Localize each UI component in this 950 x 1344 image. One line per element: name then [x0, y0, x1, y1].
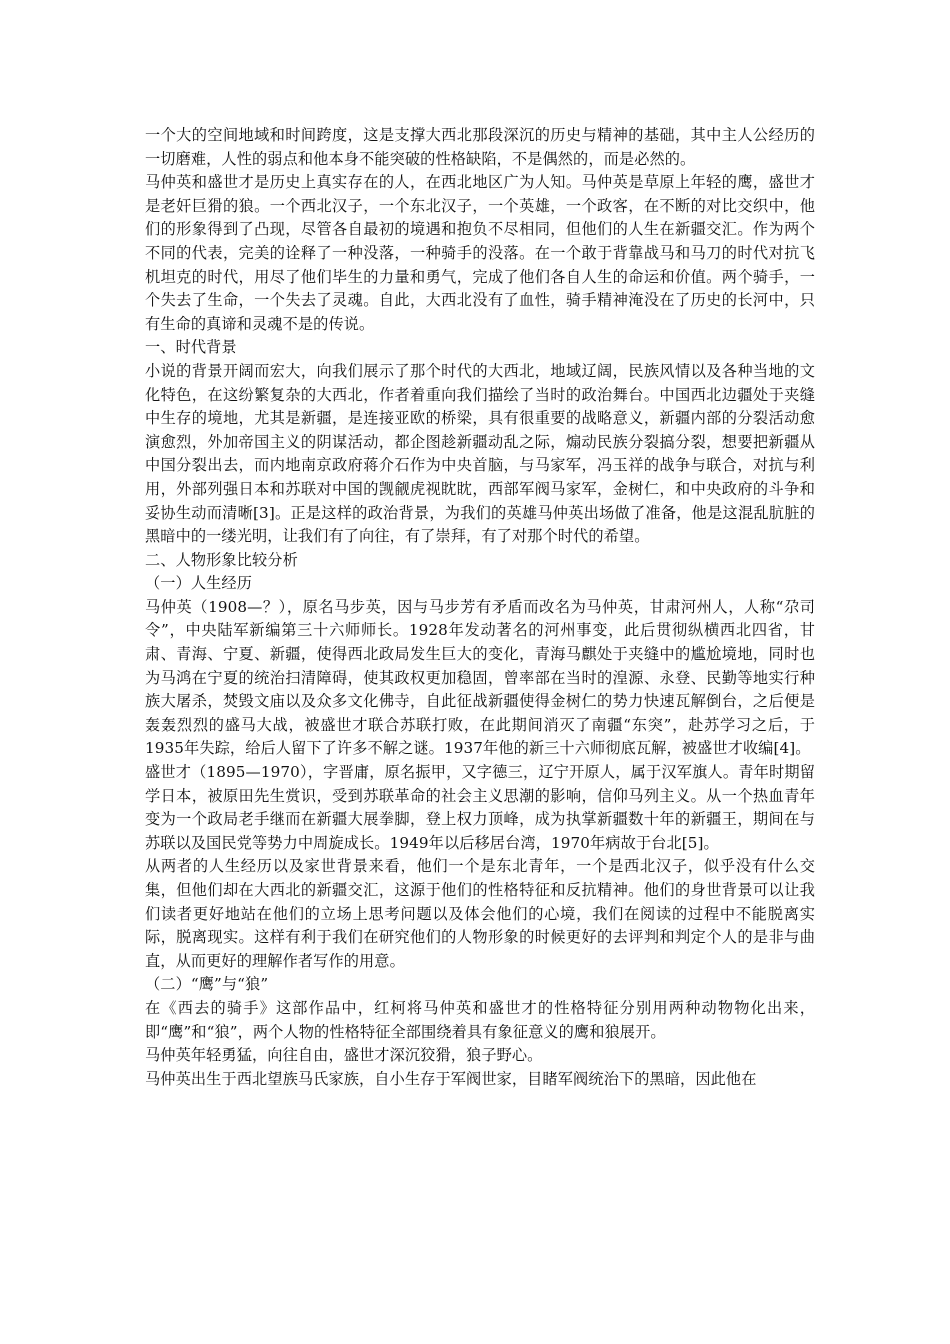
paragraph: 一个大的空间地域和时间跨度，这是支撑大西北那段深沉的历史与精神的基础，其中主人公经历的一切磨难，人性的弱点和他本身不能突破的性格缺陷，不是偶然的，而是必然的。 — [145, 126, 815, 168]
paragraph: 马仲英年轻勇猛，向往自由，盛世才深沉狡猾，狼子野心。 — [145, 1046, 543, 1065]
subsection-heading: （一）人生经历 — [145, 574, 253, 593]
section-heading: 二、人物形象比较分析 — [145, 550, 298, 569]
paragraph: 马仲英出生于西北望族马氏家族，自小生存于军阀世家，目睹军阀统治下的黑暗，因此他在 — [145, 1069, 757, 1088]
section-heading: 一、时代背景 — [145, 338, 237, 357]
paragraph: 马仲英和盛世才是历史上真实存在的人，在西北地区广为人知。马仲英是草原上年轻的鹰，盛世才是老奸巨猾的狼。一个西北汉子，一个东北汉子，一个英雄，一个政客，在不断的对比交织中，他们的形象得到了凸现，尽管各自最初的境遇和抱负不尽相同，但他们的人生在新疆交汇。作为两个不同的代表，完美的诠释了一种没落，一种骑手的没落。在一个敢于背靠战马和马刀的时代对抗飞机坦克的时代，用尽了他们毕生的力量和勇气，完成了他们各自人生的命运和价值。两个骑手，一个失去了生命，一个失去了灵魂。自此，大西北没有了血性，骑手精神淹没在了历史的长河中，只有生命的真谛和灵魂不是的传说。 — [145, 173, 815, 333]
subsection-heading: （二）“鹰”与“狼” — [145, 975, 269, 994]
paragraph: 盛世才（1895—1970），字晋庸，原名振甲，又字德三，辽宁开原人，属于汉军旗人。青年时期留学日本，被原田先生赏识，受到苏联革命的社会主义思潮的影响，信仰马列主义。从一个热血青年变为一个政局老手继而在新疆大展拳脚，登上权力顶峰，成为执掌新疆数十年的新疆王，期间在与苏联以及国民党等势力中周旋成长。1949年以后移居台湾，1970年病故于台北[5]。 — [145, 763, 815, 852]
document-page — [145, 124, 815, 1091]
paragraph: 从两者的人生经历以及家世背景来看，他们一个是东北青年，一个是西北汉子，似乎没有什么交集，但他们却在大西北的新疆交汇，这源于他们的性格特征和反抗精神。他们的身世背景可以让我们读者更好地站在他们的立场上思考问题以及体会他们的心境，我们在阅读的过程中不能脱离实际，脱离现实。这样有利于我们在研究他们的人物形象的时候更好的去评判和判定个人的是非与曲直，从而更好的理解作者写作的用意。 — [145, 857, 815, 970]
paragraph: 在《西去的骑手》这部作品中，红柯将马仲英和盛世才的性格特征分别用两种动物物化出来，即“鹰”和“狼”，两个人物的性格特征全部围绕着具有象征意义的鹰和狼展开。 — [145, 998, 815, 1041]
paragraph: 马仲英（1908—？），原名马步英，因与马步芳有矛盾而改名为马仲英，甘肃河州人，人称“尕司令”，中央陆军新编第三十六师师长。1928年发动著名的河州事变，此后贯彻纵横西北四省，甘肃、青海、宁夏、新疆，使得西北政局发生巨大的变化，青海马麒处于夹缝中的尴尬境地，同时也为马鸿在宁夏的统治扫清障碍，使其政权更加稳固，曾率部在当时的湟源、永登、民勤等地实行种族大屠杀，焚毁文庙以及众多文化佛寺，自此征战新疆使得金树仁的势力快速瓦解倒台，之后便是轰轰烈烈的盛马大战，被盛世才联合苏联打败，在此期间消灭了南疆“东突”，赴苏学习之后，于1935年失踪，给后人留下了许多不解之谜。1937年他的新三十六师彻底瓦解，被盛世才收编[4]。 — [145, 597, 815, 758]
paragraph: 小说的背景开阔而宏大，向我们展示了那个时代的大西北，地域辽阔，民族风情以及各种当地的文化特色，在这纷繁复杂的大西北，作者着重向我们描绘了当时的政治舞台。中国西北边疆处于夹缝中生存的境地，尤其是新疆，是连接亚欧的桥梁，具有很重要的战略意义，新疆内部的分裂活动愈演愈烈，外加帝国主义的阴谋活动，都企图趁新疆动乱之际，煽动民族分裂搞分裂，想要把新疆从中国分裂出去，而内地南京政府蒋介石作为中央首脑，与马家军，冯玉祥的战争与联合，对抗与利用，外部列强日本和苏联对中国的觊觎虎视眈眈，西部军阀马家军，金树仁，和中央政府的斗争和妥协生动而清晰[3]。正是这样的政治背景，为我们的英雄马仲英出场做了准备，他是这混乱肮脏的黑暗中的一缕光明，让我们有了向往，有了崇拜，有了对那个时代的希望。 — [145, 361, 815, 546]
